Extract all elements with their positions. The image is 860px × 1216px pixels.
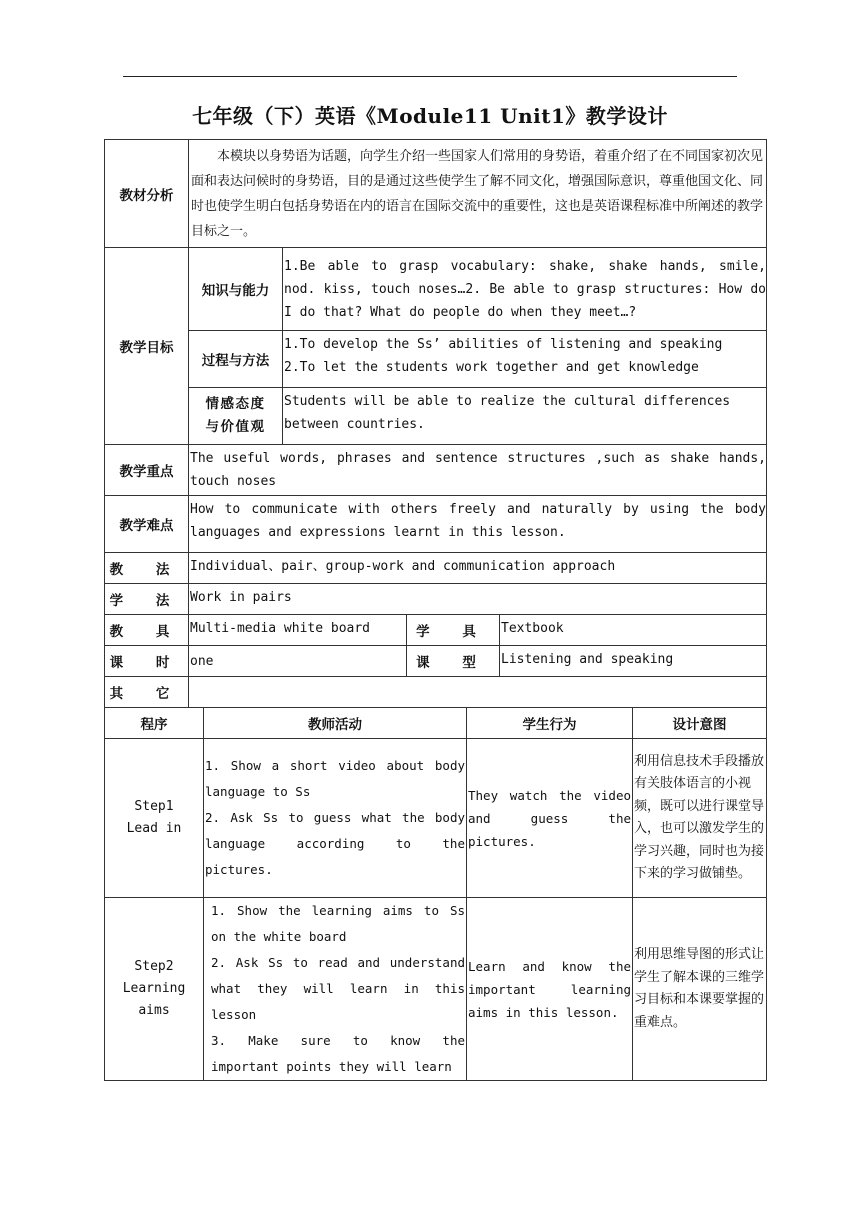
emotion-attitude-text: Students will be able to realize the cultural differences between countries. (283, 388, 767, 445)
student-behavior-cell: They watch the video and guess the pictures. (467, 739, 633, 898)
objectives-label: 教学目标 (105, 248, 189, 445)
learning-aids-label: 学 具 (407, 615, 500, 646)
material-analysis-row (105, 140, 767, 248)
column-header-teacher-activity: 教师活动 (204, 708, 467, 739)
process-method-text (283, 331, 767, 388)
emotion-label-line: 情感态度 (205, 396, 266, 412)
difficult-points-label: 教学难点 (105, 496, 189, 553)
objective-process-row (105, 331, 767, 388)
teacher-activity-item: 2. Ask Ss to read and understand what they will learn in this lesson (211, 955, 465, 1022)
objective-emotion-row (105, 388, 767, 445)
periods-text: one (189, 646, 407, 677)
teacher-activity-item: 1. Show a short video about body language to Ss (205, 758, 465, 799)
step-number: Step1 (134, 799, 174, 814)
key-points-label: 教学重点 (105, 445, 189, 496)
key-points-text: The useful words, phrases and sentence structures ,such as shake hands, touch noses (189, 445, 767, 496)
design-info-table (104, 139, 767, 708)
document-title: 七年级（下）英语《Module11 Unit1》教学设计 (192, 104, 668, 128)
emotion-label-line: 与价值观 (205, 419, 266, 435)
difficult-points-text: How to communicate with others freely and naturally by using the body languages and expressions learnt in this lesson. (189, 496, 767, 553)
step-number: Step2 (134, 959, 174, 974)
emotion-attitude-label (189, 388, 283, 445)
learning-method-row (105, 584, 767, 615)
key-points-row (105, 445, 767, 496)
teacher-activity-item: 2. Ask Ss to guess what the body language according to the pictures. (205, 810, 465, 877)
design-intent-cell: 利用信息技术手段播放有关肢体语言的小视频，既可以进行课堂导入，也可以激发学生的学习兴趣，同时也为接下来的学习做铺垫。 (633, 739, 767, 898)
material-analysis-label: 教材分析 (105, 140, 189, 248)
other-label: 其 它 (105, 677, 189, 708)
teaching-aids-label: 教 具 (105, 615, 189, 646)
knowledge-ability-label: 知识与能力 (189, 248, 283, 331)
process-method-line: 1.To develop the Ss’ abilities of listening and speaking (284, 337, 723, 352)
step-cell (105, 898, 204, 1081)
step-title: Learning aims (122, 981, 186, 1018)
process-method-label: 过程与方法 (189, 331, 283, 388)
teacher-activity-item: 1. Show the learning aims to Ss on the white board (211, 903, 465, 944)
column-header-student-behavior: 学生行为 (467, 708, 633, 739)
teacher-activity-cell (204, 739, 467, 898)
learning-method-label: 学 法 (105, 584, 189, 615)
aids-row (105, 615, 767, 646)
step-cell (105, 739, 204, 898)
knowledge-ability-text: 1.Be able to grasp vocabulary: shake, shake hands, smile, nod. kiss, touch noses…2. Be able to grasp structures: How do I do that? What do people do when they meet…? (283, 248, 767, 331)
procedure-table (104, 707, 767, 1081)
column-header-procedure: 程序 (105, 708, 204, 739)
procedure-row (105, 739, 767, 898)
lesson-type-label: 课 型 (407, 646, 500, 677)
learning-aids-text: Textbook (500, 615, 767, 646)
process-method-line: 2.To let the students work together and get knowledge (284, 360, 699, 375)
learning-method-text: Work in pairs (189, 584, 767, 615)
period-type-row (105, 646, 767, 677)
column-header-design-intent: 设计意图 (633, 708, 767, 739)
teacher-activity-cell (204, 898, 467, 1081)
other-text (189, 677, 767, 708)
design-intent-cell: 利用思维导图的形式让学生了解本课的三维学习目标和本课要掌握的重难点。 (633, 898, 767, 1081)
procedure-row (105, 898, 767, 1081)
student-behavior-cell: Learn and know the important learning aims in this lesson. (467, 898, 633, 1081)
lesson-type-text: Listening and speaking (500, 646, 767, 677)
teaching-method-row (105, 553, 767, 584)
other-row (105, 677, 767, 708)
teacher-activity-item: 3. Make sure to know the important points they will learn (211, 1033, 465, 1074)
difficult-points-row (105, 496, 767, 553)
material-analysis-text: 本模块以身势语为话题，向学生介绍一些国家人们常用的身势语，着重介绍了在不同国家初次见面和表达问候时的身势语，目的是通过这些使学生了解不同文化，增强国际意识，尊重他国文化、同时也使学生明白包括身势语在内的语言在国际交流中的重要性，这也是英语课程标准中所阐述的教学目标之一。 (189, 140, 767, 248)
teaching-method-label: 教 法 (105, 553, 189, 584)
objective-knowledge-row (105, 248, 767, 331)
procedure-header-row (105, 708, 767, 739)
teaching-method-text: Individual、pair、group-work and communication approach (189, 553, 767, 584)
header-rule (123, 76, 737, 77)
teaching-aids-text: Multi-media white board (189, 615, 407, 646)
periods-label: 课 时 (105, 646, 189, 677)
step-title: Lead in (126, 821, 182, 836)
